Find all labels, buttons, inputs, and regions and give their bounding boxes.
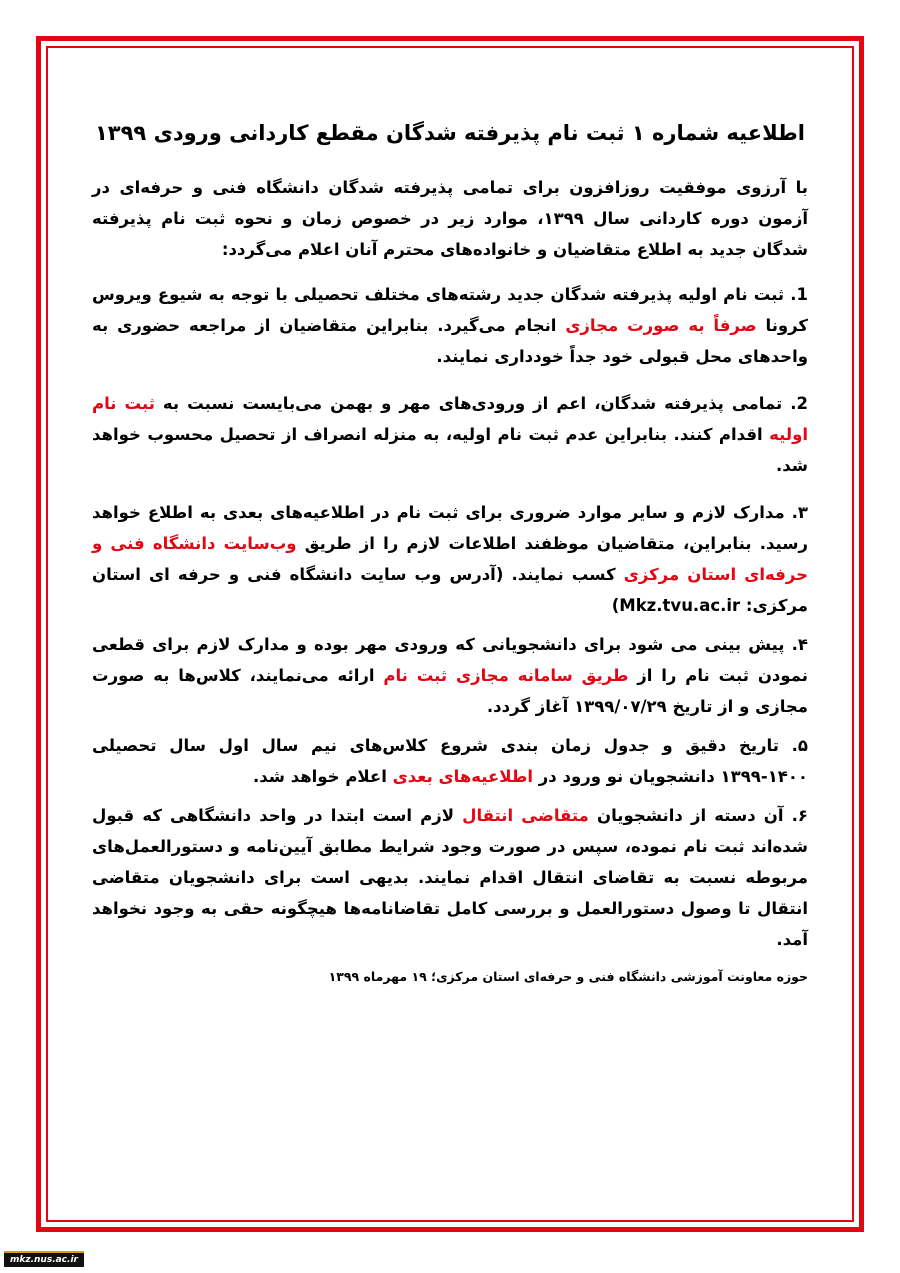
item-5-text-b: اعلام خواهد شد.	[252, 767, 393, 786]
item-3-highlight: وب‌سایت دانشگاه فنی و حرفه‌ای استان مرکزی	[92, 534, 808, 584]
item-6-text-a: ۶. آن دسته از دانشجویان	[588, 806, 808, 825]
item-4-text-b: ارائه می‌نمایند، کلاس‌ها به صورت مجازی و از تاریخ ۱۳۹۹/۰۷/۲۹ آغاز گردد.	[92, 666, 808, 716]
item-1-text-b: انجام می‌گیرد. بنابراین متقاضیان از مراجعه حضوری به واحدهای محل قبولی خود جداً خودداری نمایند.	[92, 316, 808, 366]
item-5-highlight: اطلاعیه‌های بعدی	[392, 767, 534, 786]
item-4	[92, 629, 808, 722]
website-url: Mkz.tvu.ac.ir	[619, 596, 741, 615]
item-3-text-a: ۳. مدارک لازم و سایر موارد ضروری برای ثبت نام در اطلاعیه‌های بعدی به اطلاع خواهد رسید. بنابراین، متقاضیان موظفند اطلاعات لازم را از طریق	[92, 503, 808, 553]
item-1-text-a: 1. ثبت نام اولیه پذیرفته شدگان جدید رشته‌های مختلف تحصیلی با توجه به شیوع ویروس کرونا	[92, 285, 808, 335]
item-4-highlight: طریق سامانه مجازی ثبت نام	[383, 666, 629, 685]
announcement-body	[92, 110, 808, 987]
item-1	[92, 279, 808, 372]
intro-paragraph: با آرزوی موفقیت روزافزون برای تمامی پذیرفته شدگان دانشگاه فنی و حرفه‌ای در آزمون دوره کاردانی سال ۱۳۹۹، موارد زیر در خصوص زمان و نحوه ثبت نام پذیرفته شدگان جدید به اطلاع متقاضیان و خانواده‌های محترم آنان اعلام می‌گردد:	[92, 178, 808, 259]
item-3	[92, 497, 808, 621]
item-5-text-a: ۵. تاریخ دقیق و جدول زمان بندی شروع کلاس‌های نیم سال اول سال تحصیلی ۱۴۰۰-۱۳۹۹ دانشجویان نو ورود در	[92, 736, 808, 786]
item-2	[92, 388, 808, 481]
item-5	[92, 730, 808, 792]
item-2-highlight: ثبت نام اولیه	[92, 394, 808, 444]
item-2-text-b: اقدام کنند. بنابراین عدم ثبت نام اولیه، به منزله انصراف از تحصیل محسوب خواهد شد.	[92, 425, 808, 475]
site-watermark: mkz.nus.ac.ir	[4, 1251, 84, 1267]
item-6-highlight: متقاضی انتقال	[462, 806, 589, 825]
item-4-text-a: ۴. پیش بینی می شود برای دانشجویانی که ورودی مهر بوده و مدارک لازم برای قطعی نمودن ثبت نام را از	[92, 635, 808, 685]
item-6	[92, 800, 808, 955]
item-6-text-b: لازم است ابتدا در واحد دانشگاهی که قبول شده‌اند ثبت نام نموده، سپس در صورت وجود شرایط مطابق آیین‌نامه و دستورالعمل‌های مربوطه نسبت به تقاضای انتقال اقدام نمایند. بدیهی است برای دانشجویان متقاضی انتقال تا وصول دستورالعمل و بررسی کامل تقاضانامه‌ها هیچگونه حقی به وجود نخواهد آمد.	[92, 806, 808, 949]
item-3-text-c: )	[611, 596, 620, 615]
announcement-title: اطلاعیه شماره ۱ ثبت نام پذیرفته شدگان مقطع کاردانی ورودی ۱۳۹۹	[94, 121, 806, 145]
item-1-highlight: صرفاً به صورت مجازی	[565, 316, 757, 335]
footer-signature: حوزه معاونت آموزشی دانشگاه فنی و حرفه‌ای استان مرکزی؛ ۱۹ مهرماه ۱۳۹۹	[328, 969, 808, 984]
item-3-text-b: کسب نمایند. (آدرس وب سایت دانشگاه فنی و حرفه ای استان مرکزی:	[92, 565, 808, 615]
item-2-text-a: 2. تمامی پذیرفته شدگان، اعم از ورودی‌های مهر و بهمن می‌بایست نسبت به	[154, 394, 808, 413]
